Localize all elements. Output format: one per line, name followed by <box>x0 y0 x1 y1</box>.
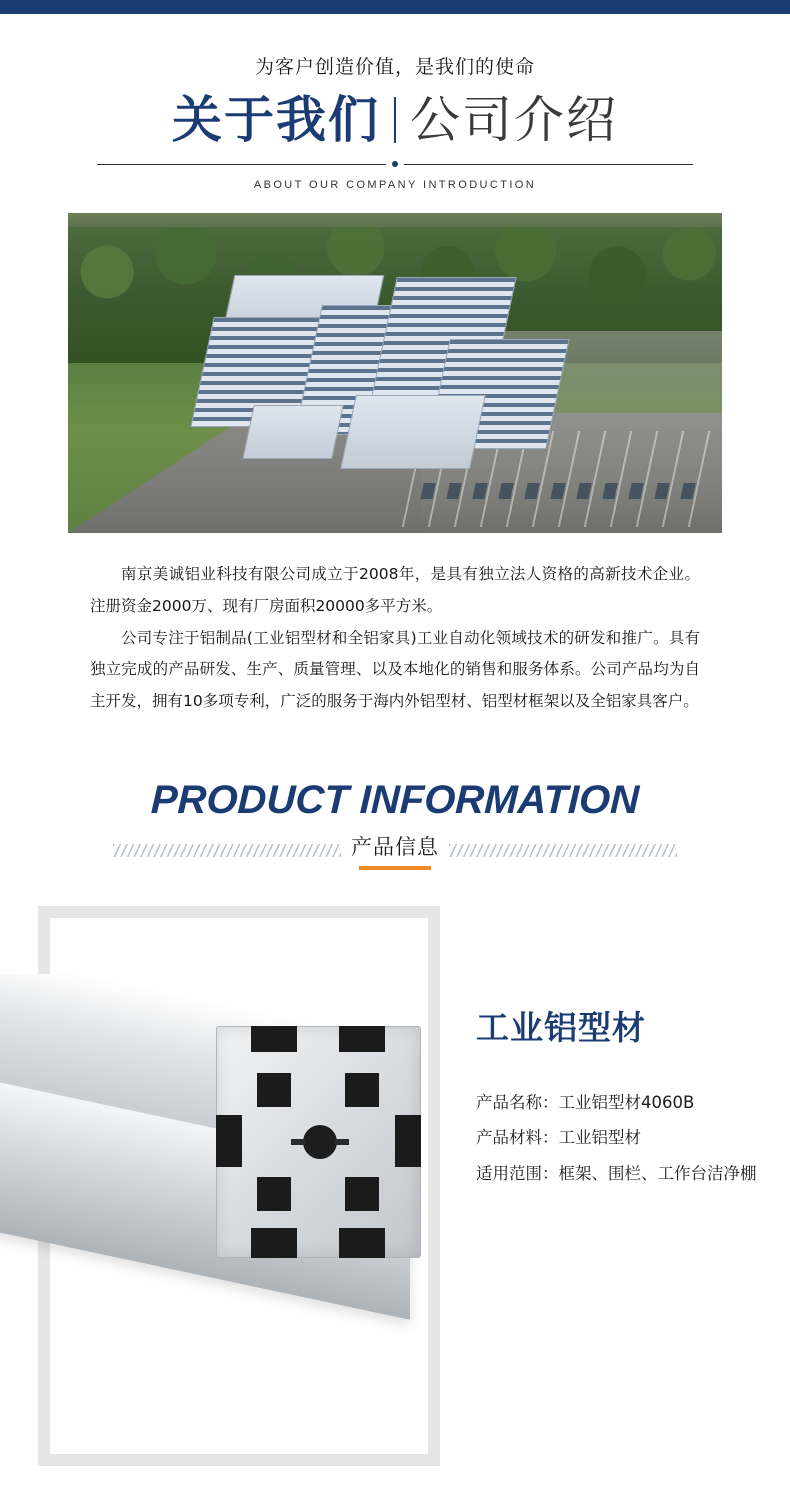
about-description <box>90 559 700 718</box>
profile-cavity-2 <box>345 1073 379 1107</box>
product-details <box>476 1002 776 1191</box>
product-information-subheading-row <box>0 831 790 870</box>
about-title-strong: 关于我们 <box>172 91 380 149</box>
profile-slot-left <box>216 1115 242 1167</box>
building-block-7 <box>242 405 343 459</box>
profile-slot-right <box>395 1115 421 1167</box>
divider-line-right <box>404 164 693 165</box>
about-subtitle-en: ABOUT OUR COMPANY INTRODUCTION <box>253 179 537 191</box>
about-divider-rule <box>97 161 693 167</box>
divider-line-left <box>97 164 386 165</box>
top-accent-bar <box>0 0 790 14</box>
profile-cavity-3 <box>257 1177 291 1211</box>
product-spec-material: 产品材料：工业铝型材 <box>476 1128 641 1148</box>
divider-dot <box>392 161 398 167</box>
hatch-decoration-right <box>449 844 677 857</box>
profile-center-bore <box>303 1125 337 1159</box>
profile-rib-left <box>291 1139 305 1145</box>
profile-cavity-1 <box>257 1073 291 1107</box>
product-information-header <box>0 778 790 870</box>
about-section <box>0 14 790 718</box>
image-factory-buildings <box>188 265 588 485</box>
about-paragraph-1: 南京美诚铝业科技有限公司成立于2008年，是具有独立法人资格的高新技术企业。注册资金2000万、现有厂房面积20000多平方米。 <box>90 565 700 615</box>
aluminium-profile-illustration <box>0 1004 470 1364</box>
product-spec-name: 产品名称：工业铝型材4060B <box>476 1092 695 1112</box>
profile-slot-top-left <box>251 1026 297 1052</box>
about-title-light: 公司介绍 <box>410 91 618 149</box>
product-title: 工业铝型材 <box>476 1007 646 1047</box>
about-header <box>0 14 790 191</box>
company-building-image <box>68 213 722 533</box>
building-block-6 <box>340 395 486 469</box>
product-spec-list <box>476 1085 776 1191</box>
profile-rib-right <box>335 1139 349 1145</box>
image-parked-cars <box>420 483 703 499</box>
profile-slot-top-right <box>339 1026 385 1052</box>
product-information-heading-cn: 产品信息 <box>351 831 439 870</box>
about-title-row <box>0 91 790 149</box>
product-showcase <box>0 906 790 1496</box>
profile-slot-bottom-right <box>339 1228 385 1258</box>
product-image <box>0 974 470 1394</box>
product-spec-application: 适用范围：框架、围栏、工作台洁净棚 <box>476 1163 757 1183</box>
profile-cavity-4 <box>345 1177 379 1211</box>
profile-slot-bottom-left <box>251 1228 297 1258</box>
title-divider <box>394 97 396 143</box>
profile-cross-section <box>216 1026 421 1258</box>
product-information-section <box>0 778 790 1496</box>
about-paragraph-2: 公司专注于铝制品(工业铝型材和全铝家具)工业自动化领域技术的研发和推广。具有独立完成的产品研发、生产、质量管理、以及本地化的销售和服务体系。公司产品均为自主开发，拥有10多项专利，广泛的服务于海内外铝型材、铝型材框架以及全铝家具客户。 <box>90 628 700 711</box>
product-information-heading-en: PRODUCT INFORMATION <box>150 777 640 822</box>
hatch-decoration-left <box>113 844 341 857</box>
about-tagline: 为客户创造价值，是我们的使命 <box>254 56 535 78</box>
